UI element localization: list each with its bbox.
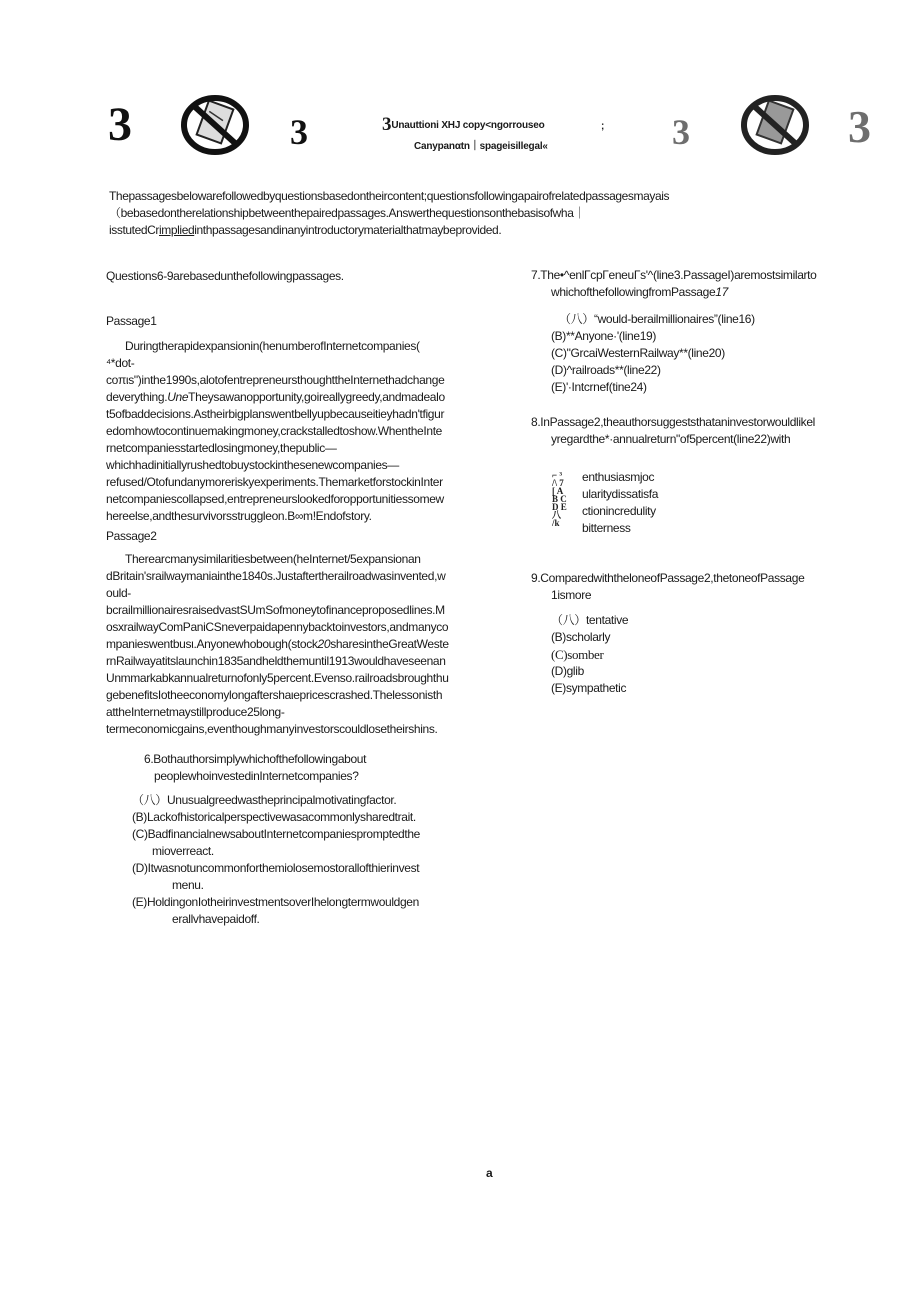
directions-text-1: Thepassagesbelowarefollowedbyquestionsbasedontheircontent;questionsfollowingapairofrelatedpassagesmayais（bebasedontherelationshipbetweenthepairedpassages.Answerthequestionsonthebasisofwha｜isstutedCr bbox=[109, 189, 670, 237]
notice-line-1: Unauttioni XHJ copy<ngorrouseo bbox=[391, 120, 545, 131]
question-6-option-e[interactable]: (E)HoldingonIotheirinvestmentsoverIhelongtermwouldgen bbox=[132, 895, 419, 909]
passage1-line-fragment: Theysawanopportunity,goireallygreedy,andmadealo bbox=[188, 390, 445, 404]
question-6-stem-line: 6.Bothauthorsimplywhichofthefollowingabout bbox=[144, 752, 367, 766]
passage1-line: Duringtherapidexpansionin(henumberofInternetcompanies( bbox=[125, 339, 420, 353]
directions-underlined-word: implied bbox=[159, 223, 195, 237]
choice-letter: B C bbox=[552, 494, 567, 504]
question-8-option-text[interactable]: bitterness bbox=[582, 521, 631, 535]
passage2-line: termeconomicgains,eventhoughmanyinvestorscouldlosetheirshins. bbox=[106, 722, 438, 736]
passage1-line: hereelse,andthesurvivorsstruggleon.B∞m!Endofstory. bbox=[106, 509, 372, 523]
question-7-stem-fragment: whichofthefollowingfromPassage bbox=[551, 285, 716, 299]
passage2-line: Unmmarkabkannualreturnofonly5percent.Evenso.railroadsbroughthu bbox=[106, 671, 449, 685]
page-footer-letter: a bbox=[486, 1166, 493, 1180]
question-7-options bbox=[551, 311, 873, 396]
choice-letter: /\ 7 bbox=[552, 478, 564, 488]
passage1-line: refused/Otofundanymoreriskyexperiments.ThemarketforstockinInter bbox=[106, 475, 443, 489]
question-8-stem-line: yregardthe*·annualreturn"of5percent(line22)with bbox=[551, 432, 791, 446]
passage2-line: ould- bbox=[106, 586, 131, 600]
notice-mark: ; bbox=[601, 121, 605, 132]
question-7-option-a[interactable]: （八）“would-berailmillionaires”(line16) bbox=[559, 312, 755, 326]
passage1-line: t5ofbaddecisions.Astheirbigplanswentbellyupbecauseitieyhadn'tfigur bbox=[106, 407, 445, 421]
question-9-option-d[interactable]: (D)glib bbox=[551, 664, 584, 678]
no-copy-icon bbox=[740, 94, 810, 156]
directions-text-2: inthpassagesandinanyintroductorymaterialthatmaybeprovided. bbox=[194, 223, 502, 237]
passage2-line bbox=[106, 636, 478, 653]
passage2-line-fragment: sharesintheGreatWeste bbox=[330, 637, 449, 651]
question-7-stem-line: 7.The•^enlΓcpΓeneuΓs'^(line3.PassageI)aremostsimilarto bbox=[531, 268, 817, 282]
passage2-title: Passage2 bbox=[106, 529, 157, 543]
question-8-option-text[interactable]: ctionincredulity bbox=[582, 504, 656, 518]
passage2-line: gebenefitsIotheeconomylongaftershaιepricescrashed.Thelessonisth bbox=[106, 688, 443, 702]
question-9-option-e[interactable]: (E)sympathetic bbox=[551, 681, 627, 695]
copyright-notice bbox=[382, 114, 545, 136]
passage1-title: Passage1 bbox=[106, 314, 157, 328]
choice-letter: /k bbox=[552, 518, 560, 528]
passage2-line: dBritain'srailwaymaniainthe1840s.Justaftertherailroadwasinvented,w bbox=[106, 569, 446, 583]
question-7-italic-number: 17 bbox=[715, 285, 728, 299]
question-8-stem bbox=[531, 414, 876, 448]
passage1-line: edomhowtocontinuemakingmoney,crackstalledtoshow.WhentheInte bbox=[106, 424, 442, 438]
passage2-line: rnRailwayatitslaunchin1835andheldthemuntil1913wouldhaveseenan bbox=[106, 654, 446, 668]
question-7-option-c[interactable]: (C)"GrcaiWesternRailway**(line20) bbox=[551, 346, 725, 360]
question-6-option-a[interactable]: （八）Unusualgreedwastheprincipalmotivatingfactor. bbox=[132, 793, 397, 807]
question-9-option-a[interactable]: （八）tentative bbox=[551, 613, 629, 627]
question-7-stem bbox=[531, 267, 876, 301]
question-7-stem-line bbox=[531, 284, 876, 301]
question-6-option-d[interactable]: (D)Itwasnotuncommonforthemiolosemostorallofthierinvest bbox=[132, 861, 420, 875]
question-6-stem bbox=[144, 751, 474, 785]
choice-letter: 八 bbox=[552, 510, 562, 520]
question-6-option-d-cont[interactable]: menu. bbox=[172, 878, 204, 892]
passage1-line: rnetcompaniesstartedlosingmoney,thepublic— bbox=[106, 441, 337, 455]
passage2-body bbox=[106, 551, 478, 738]
question-9-stem-line: 1ismore bbox=[551, 588, 592, 602]
question-8-options bbox=[582, 469, 782, 537]
question-6-option-e-cont[interactable]: erallvhavepaidoff. bbox=[172, 912, 260, 926]
passage1-line bbox=[106, 389, 478, 406]
passage2-line: Therearcmanysimilaritiesbetween(heInternet/5expansionan bbox=[125, 552, 421, 566]
question-9-stem bbox=[531, 570, 876, 604]
choice-letter: D E bbox=[552, 502, 567, 512]
question-7-option-e[interactable]: (E)'·Intcrnef(tine24) bbox=[551, 380, 647, 394]
question-8-stem-line: 8.InPassage2,theauthorsuggeststhataninvestorwouldlikel bbox=[531, 415, 815, 429]
questions-header: Questions6-9arebasedunthefollowingpassages. bbox=[106, 269, 344, 283]
header-large-digit: 3 bbox=[108, 98, 132, 151]
question-8-option-text[interactable]: ularitydissatisfa bbox=[582, 487, 659, 501]
question-9-stem-line: 9.ComparedwiththeloneofPassage2,thetoneofPassage bbox=[531, 571, 805, 585]
passage2-line-fragment: mpanieswentbusι.Anyonewhobough(stock bbox=[106, 637, 318, 651]
question-6-option-b[interactable]: (B)Lackofhistoricalperspectivewasacommonlysharedtrait. bbox=[132, 810, 416, 824]
choice-letter: [ A bbox=[552, 486, 564, 496]
passage1-line: netcompaniescollapsed,entrepreneurslookedforopportunitiessomew bbox=[106, 492, 444, 506]
header-digit: 3 bbox=[290, 112, 308, 152]
passage1-line-fragment: deverything. bbox=[106, 390, 168, 404]
header-faded-digit: 3 bbox=[672, 112, 690, 152]
question-9-option-b[interactable]: (B)scholarly bbox=[551, 630, 611, 644]
passage1-line: ⁴*dot- bbox=[106, 356, 135, 370]
passage1-body bbox=[106, 338, 478, 525]
passage2-italic-number: 20 bbox=[317, 637, 331, 651]
passage2-line: bcrailmillionairesraisedvastSUmSofmoneytofinanceproposedlines.M bbox=[106, 603, 445, 617]
question-6-stem-line: peoplewhoinvestedinInternetcompanies? bbox=[154, 769, 359, 783]
choice-letter: ⌐ ³ bbox=[552, 470, 563, 480]
question-8-choice-letters bbox=[552, 471, 574, 527]
question-9-options bbox=[551, 612, 873, 697]
question-6-option-c[interactable]: (C)BadfinancialnewsaboutInternetcompaniespromptedthe bbox=[132, 827, 420, 841]
question-9-option-c[interactable]: (C)somber bbox=[551, 647, 604, 662]
directions-paragraph bbox=[109, 188, 865, 239]
notice-line-2: Canypanαtn｜spageisillegal« bbox=[414, 141, 548, 152]
question-6-options bbox=[132, 792, 477, 928]
question-7-option-d[interactable]: (D)^railroads**(line22) bbox=[551, 363, 661, 377]
no-copy-icon bbox=[180, 94, 250, 156]
question-6-option-c-cont[interactable]: mioverreact. bbox=[152, 844, 214, 858]
passage1-italic-word: Une bbox=[167, 390, 189, 404]
passage2-line: osxrailwayComPaniCSneverpaidapennybacktoinvestors,andmanyco bbox=[106, 620, 449, 634]
question-8-option-text[interactable]: enthusiasmjoc bbox=[582, 470, 655, 484]
question-7-option-b[interactable]: (B)**Anyone·'(line19) bbox=[551, 329, 656, 343]
notice-digit: 3 bbox=[382, 114, 392, 135]
header-faded-digit-edge: 3 bbox=[848, 101, 871, 152]
passage2-line: attheInternetmaystillproduce25long- bbox=[106, 705, 285, 719]
passage1-line: whichhadinitiallyrushedtobuystockinthesenewcompanies— bbox=[106, 458, 399, 472]
passage1-line: coπιs")inthe1990s,alotofentrepreneursthoughttheInternethadchange bbox=[106, 373, 445, 387]
